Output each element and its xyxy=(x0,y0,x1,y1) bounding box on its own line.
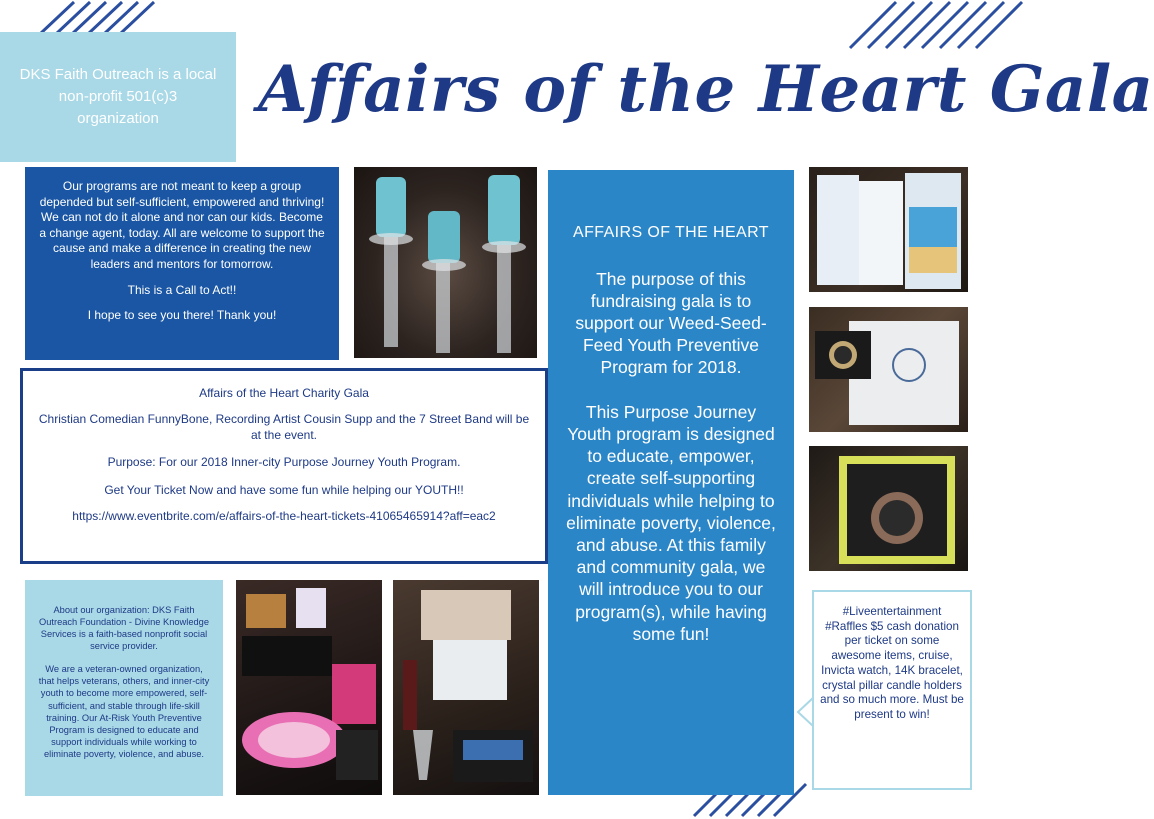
ticket-cta: Get Your Ticket Now and have some fun while helping our YOUTH!! xyxy=(104,482,464,497)
programs-box xyxy=(25,167,339,360)
watch-image xyxy=(809,446,968,571)
watch-shirt-image xyxy=(809,307,968,432)
page-title: Affairs of the Heart Gala xyxy=(258,51,1154,127)
purpose-paragraph-1: The purpose of this fundraising gala is to support our Weed-Seed-Feed Youth Preventive Program for 2018. xyxy=(575,268,767,378)
gift-basket-photo xyxy=(393,580,539,795)
eventbrite-link[interactable]: https://www.eventbrite.com/e/affairs-of-the-heart-tickets-41065465914?aff=eac2 xyxy=(72,508,496,523)
invicta-watch-photo xyxy=(809,446,968,571)
charity-performers: Christian Comedian FunnyBone, Recording Artist Cousin Supp and the 7 Street Band will be at the event. xyxy=(38,412,530,443)
closing-text: I hope to see you there! Thank you! xyxy=(87,308,277,323)
purpose-heading: AFFAIRS OF THE HEART xyxy=(573,224,769,241)
cruise-image xyxy=(809,167,968,292)
gift-basket-image xyxy=(393,580,539,795)
raffle-text: #Liveentertainment #Raffles $5 cash donation per ticket on some awesome items, cruise, Invicta watch, 14K bracelet, crystal pillar candle holders and so much more. Must be present to win! xyxy=(820,605,964,722)
about-organization-box xyxy=(25,580,223,796)
candle-image xyxy=(354,167,537,358)
charity-title: Affairs of the Heart Charity Gala xyxy=(199,386,369,400)
about-paragraph-1: About our organization: DKS Faith Outreach Foundation - Divine Knowledge Services is a faith-based nonprofit social service provider. xyxy=(38,605,210,652)
gift-items-image xyxy=(236,580,382,795)
raffle-box xyxy=(812,590,972,790)
charity-purpose: Purpose: For our 2018 Inner-city Purpose Journey Youth Program. xyxy=(107,454,461,469)
watch-shirt-photo xyxy=(809,307,968,432)
about-paragraph-2: We are a veteran-owned organization, that helps veterans, others, and inner-city youth to become more empowered, self-sufficient, and stable through life-skill training. Our At-Risk Youth Preventive Program is designed to educate and support individuals while working to eliminate poverty, violence, and abuse. xyxy=(38,664,210,759)
charity-gala-box xyxy=(20,368,548,564)
stripes-decoration-top xyxy=(36,0,160,36)
call-to-act: This is a Call to Act!! xyxy=(127,282,237,297)
org-tagline: DKS Faith Outreach is a local non-profit 501(c)3 organization xyxy=(19,66,217,127)
cruise-brochure-photo xyxy=(809,167,968,292)
candle-holders-photo xyxy=(354,167,537,358)
org-tagline-box xyxy=(0,32,236,162)
programs-paragraph: Our programs are not meant to keep a group depended but self-sufficient, empowered and thriving! We can not do it alone and nor can our kids. Become a change agent, today. All are welcome to support the cause and make a difference in creating the new leaders and mentors for tomorrow. xyxy=(39,179,325,271)
purpose-box xyxy=(548,170,794,795)
purpose-paragraph-2: This Purpose Journey Youth program is designed to educate, empower, create self-supporting individuals while helping to eliminate poverty, violence, and abuse. At this family and community gala, we will introduce you to our program(s), while having some fun! xyxy=(566,401,776,644)
gift-items-photo xyxy=(236,580,382,795)
